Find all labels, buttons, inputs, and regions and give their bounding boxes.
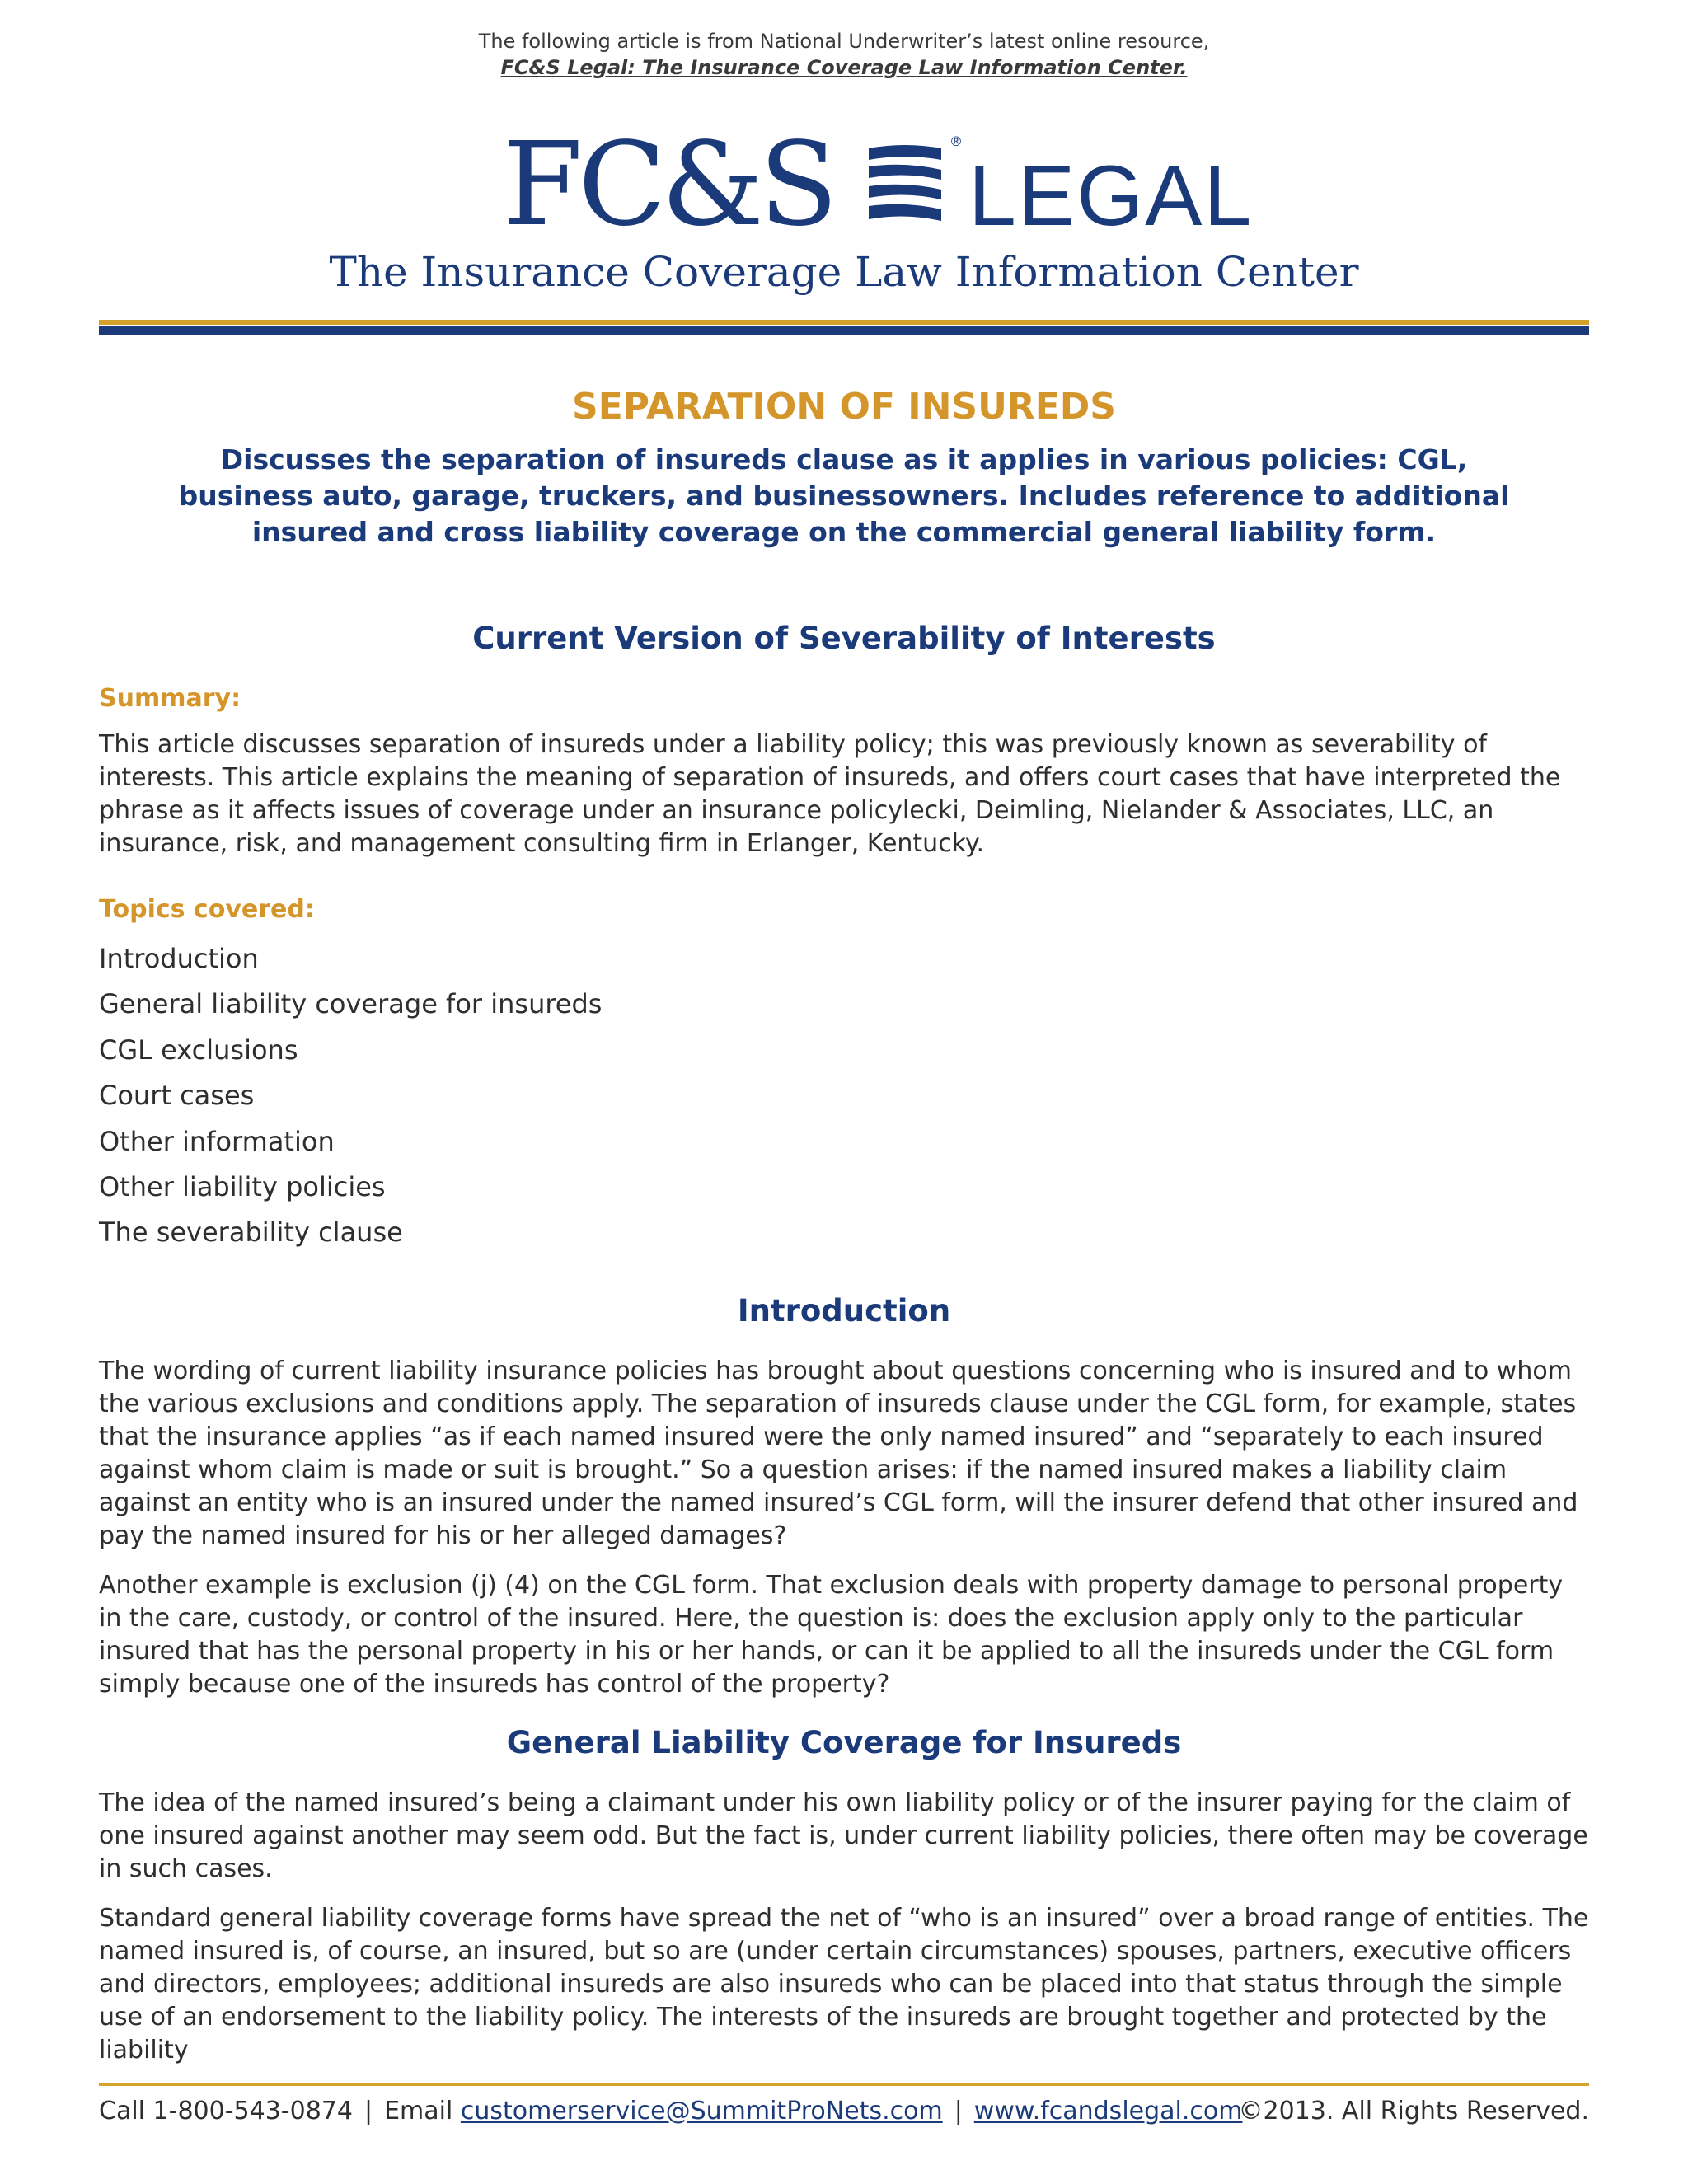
topic-item: General liability coverage for insureds [99,988,603,1020]
source-publication: FC&S Legal: The Insurance Coverage Law Information Center. [500,56,1188,79]
footer-website-link[interactable]: www.fcandslegal.com [973,2097,1243,2125]
footer-separator: | [954,2097,963,2125]
intro-paragraph-1: The wording of current liability insurance policies has brought about questions concerning who is insured and to whom the various exclusions and conditions apply. The separation of insureds clause under the CGL form, for example, states that the insurance applies “as if each named insured were the only named insured” and “separately to each insured against whom claim is made or suit is brought.” So a question arises: if the named insured makes a liability claim against an entity who is an insured under the named insured’s CGL form, will the insurer defend that other insured and pay the named insured for his or her alleged damages? [99,1357,1578,1550]
header-rule-gold [99,320,1589,325]
source-intro: The following article is from National Underwriter’s latest online resource, [478,30,1210,53]
logo-brand: FC&S [503,118,833,252]
header-rule-navy [99,326,1589,335]
article-title: SEPARATION OF INSUREDS [572,386,1116,428]
fcs-legal-logo [0,118,1688,252]
topic-item: Court cases [99,1080,255,1112]
gl-paragraph-2: Standard general liability coverage forms have spread the net of “who is an insured” over a broad range of entities. The named insured is, of course, an insured, but so are (under certain circumstances) spouses, partners, executive officers and directors, employees; additional insureds are also insureds who can be placed into that status through the simple use of an endorsement to the liability policy. The interests of the insureds are brought together and protected by the liability [99,1904,1589,2064]
gl-paragraph-1: The idea of the named insured’s being a claimant under his own liability policy or of the insurer paying for the claim of one insured against another may seem odd. But the fact is, under current liability policies, there often may be coverage in such cases. [99,1788,1588,1883]
logo-tagline: The Insurance Coverage Law Information Center [329,248,1359,296]
section-heading-current-version: Current Version of Severability of Interests [472,621,1216,656]
summary-text: This article discusses separation of insureds under a liability policy; this was previously known as severability of interests. This article explains the meaning of separation of insureds, and offers court cases that have interpreted the phrase as it affects issues of coverage under an insurance policylecki, Deimling, Nielander & Associates, LLC, an insurance, risk, and management consulting firm in Erlanger, Kentucky. [99,730,1561,858]
footer-separator: | [363,2097,373,2125]
flag-stripes-icon [864,142,946,227]
topic-item: CGL exclusions [99,1033,298,1066]
source-note [0,28,1688,81]
footer-copyright: ©2013. All Rights Reserved. [1238,2097,1589,2125]
topics-list [99,936,602,1256]
topic-item: Other information [99,1125,335,1157]
section-heading-general-liability: General Liability Coverage for Insureds [506,1725,1182,1760]
article-subtitle: Discusses the separation of insureds clause as it applies in various policies: CGL, business auto, garage, truckers, and businessowners. Includes reference to additional insured and cross liability coverage on the commercial general liability form. [178,443,1510,548]
topic-item: Other liability policies [99,1171,386,1203]
footer-email-link[interactable]: customerservice@SummitProNets.com [460,2097,943,2125]
footer-phone: Call 1-800-543-0874 [99,2097,353,2125]
topics-label: Topics covered: [99,895,315,924]
topic-item: Introduction [99,943,259,974]
topic-item: The severability clause [99,1216,403,1249]
footer-rule [99,2083,1589,2086]
section-heading-introduction: Introduction [737,1293,951,1329]
footer-email-label: Email [384,2097,453,2125]
logo-suffix: LEGAL [968,148,1254,244]
intro-paragraph-2: Another example is exclusion (j) (4) on the CGL form. That exclusion deals with property damage to personal property in the care, custody, or control of the insured. Here, the question is: does the exclusion apply only to the particular insured that has the personal property in his or her hands, or can it be applied to all the insureds under the CGL form simply because one of the insureds has control of the property? [99,1571,1564,1699]
summary-label: Summary: [99,684,241,713]
registered-mark: ® [950,134,963,149]
footer [99,2095,1589,2128]
